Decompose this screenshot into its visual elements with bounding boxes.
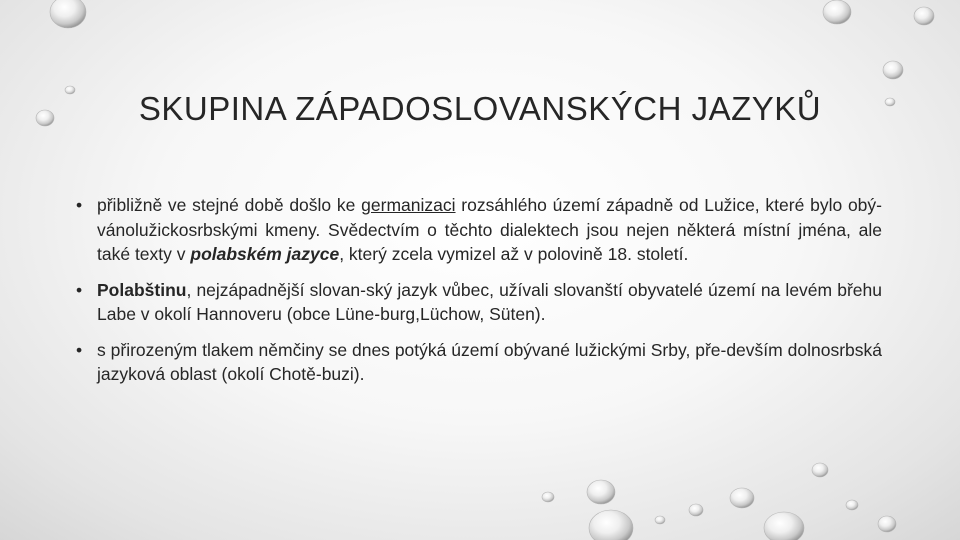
bullet-text: rozsáhlého území západně od Lužice, které bylo obý-vánolužickosrbskými kmeny. Svědectvím o těchto dialektech jsou nejen některá místní jména, ale také texty v (97, 195, 882, 264)
bullet-list (72, 193, 882, 398)
term-polabsky-jazyk: polabském jazyce (190, 244, 340, 264)
bullet-dot: • (76, 195, 83, 215)
bullet-text: přibližně ve stejné době došlo ke (97, 195, 362, 215)
bullet-item (72, 338, 882, 387)
bullet-item (72, 278, 882, 327)
bullet-item (72, 193, 882, 267)
term-germanizace: germanizaci (361, 195, 456, 215)
bullet-text: s přirozeným tlakem němčiny se dnes potýká území obývané lužickými Srby, pře-devším dolnosrbská jazyková oblast (okolí Chotě-buzi). (97, 339, 882, 384)
bullet-dot: • (76, 339, 83, 360)
term-polabstina: Polabštinu (97, 279, 187, 300)
slide-title: SKUPINA ZÁPADOSLOVANSKÝCH JAZYKŮ (138, 90, 822, 127)
bullet-dot: • (76, 279, 83, 300)
bullet-text: , který zcela vymizel až v polovině 18. století. (339, 244, 689, 264)
bullet-text: , nejzápadnější slovan-ský jazyk vůbec, užívali slovanští obyvatelé území na levém břehu Labe v okolí Hannoveru (obce Lüne-burg,Lüchow, Süten). (97, 279, 882, 324)
